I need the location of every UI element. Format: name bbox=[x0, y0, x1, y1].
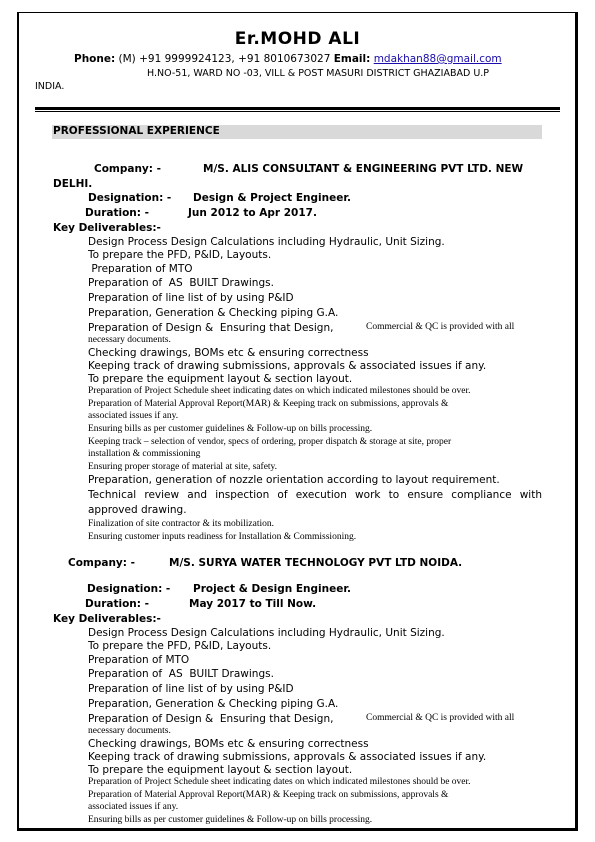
list-item: Checking drawings, BOMs etc & ensuring correctness bbox=[88, 347, 369, 359]
header-divider-thin bbox=[35, 111, 560, 112]
list-item: Preparation of line list of by using P&ID bbox=[88, 683, 294, 695]
page-border-right bbox=[575, 12, 578, 830]
list-item: installation & commissioning bbox=[88, 449, 201, 459]
job1-designation-label: Designation: - bbox=[88, 192, 172, 204]
candidate-name: Er.MOHD ALI bbox=[234, 29, 361, 49]
page-border-bottom bbox=[17, 828, 578, 831]
list-item: Preparation of AS BUILT Drawings. bbox=[88, 277, 274, 289]
list-item: Preparation of MTO bbox=[88, 654, 190, 666]
list-item: To prepare the equipment layout & section layout. bbox=[88, 373, 353, 385]
list-item: To prepare the PFD, P&ID, Layouts. bbox=[88, 640, 272, 652]
list-item: Preparation of Design & Ensuring that Design, bbox=[88, 322, 334, 334]
job1-duration-label: Duration: - bbox=[85, 207, 149, 219]
list-item: necessary documents. bbox=[88, 335, 171, 345]
list-item: Finalization of site contractor & its mobilization. bbox=[88, 519, 275, 529]
list-item: Preparation of MTO bbox=[88, 263, 193, 275]
list-item: Technical review and inspection of execution work to ensure compliance with approved drawing. bbox=[88, 489, 542, 516]
job2-designation-value: Project & Design Engineer. bbox=[193, 583, 352, 595]
address-line-1: H.NO-51, WARD NO -03, VILL & POST MASURI DISTRICT GHAZIABAD U.P bbox=[147, 68, 490, 79]
header-divider bbox=[35, 107, 560, 110]
job1-company-name: M/S. ALIS CONSULTANT & ENGINEERING PVT LTD. NEW bbox=[203, 163, 524, 175]
list-item: Ensuring customer inputs readiness for Installation & Commissioning. bbox=[88, 532, 357, 542]
email-link[interactable]: mdakhan88@gmail.com bbox=[373, 53, 502, 65]
job2-deliverables-label: Key Deliverables:- bbox=[53, 613, 161, 625]
list-item: Keeping track – selection of vendor, specs of ordering, proper dispatch & storage at site, proper bbox=[88, 437, 452, 447]
list-item: Commercial & QC is provided with all bbox=[366, 713, 515, 723]
list-item: Design Process Design Calculations including Hydraulic, Unit Sizing. bbox=[88, 627, 445, 639]
list-item: Preparation, Generation & Checking piping G.A. bbox=[88, 307, 339, 319]
list-item: associated issues if any. bbox=[88, 802, 179, 812]
list-item: Commercial & QC is provided with all bbox=[366, 322, 515, 332]
job2-company-name: M/S. SURYA WATER TECHNOLOGY PVT LTD NOIDA. bbox=[169, 557, 463, 569]
job1-designation-value: Design & Project Engineer. bbox=[193, 192, 352, 204]
job2-designation-label: Designation: - bbox=[87, 583, 171, 595]
list-item: Preparation of Design & Ensuring that Design, bbox=[88, 713, 334, 725]
address-line-2: INDIA. bbox=[35, 81, 65, 92]
phone-value: (M) +91 9999924123, +91 8010673027 bbox=[115, 53, 334, 65]
list-item: Keeping track of drawing submissions, approvals & associated issues if any. bbox=[88, 751, 487, 763]
job1-company-name-cont: DELHI. bbox=[53, 178, 93, 190]
list-item: Preparation, Generation & Checking piping G.A. bbox=[88, 698, 339, 710]
list-item: necessary documents. bbox=[88, 726, 171, 736]
list-item: Ensuring bills as per customer guidelines & Follow-up on bills processing. bbox=[88, 815, 373, 825]
job1-deliverables-label: Key Deliverables:- bbox=[53, 222, 161, 234]
list-item: Ensuring proper storage of material at site, safety. bbox=[88, 462, 278, 472]
job2-duration-value: May 2017 to Till Now. bbox=[189, 598, 317, 610]
list-item: Checking drawings, BOMs etc & ensuring correctness bbox=[88, 738, 369, 750]
list-item: Preparation of Material Approval Report(MAR) & Keeping track on submissions, approvals & bbox=[88, 790, 449, 800]
phone-label: Phone: bbox=[74, 53, 116, 65]
list-item: Preparation, generation of nozzle orientation according to layout requirement. bbox=[88, 474, 500, 486]
list-item: Design Process Design Calculations including Hydraulic, Unit Sizing. bbox=[88, 236, 445, 248]
contact-line bbox=[74, 53, 502, 65]
list-item: Ensuring bills as per customer guidelines & Follow-up on bills processing. bbox=[88, 424, 373, 434]
page-border-left bbox=[17, 12, 19, 830]
email-label: Email: bbox=[333, 53, 371, 65]
list-item: Preparation of Project Schedule sheet indicating dates on which indicated milestones should be over. bbox=[88, 777, 471, 787]
list-item: Preparation of line list of by using P&ID bbox=[88, 292, 294, 304]
list-item: associated issues if any. bbox=[88, 411, 179, 421]
list-item: Preparation of AS BUILT Drawings. bbox=[88, 668, 274, 680]
list-item: Preparation of Project Schedule sheet indicating dates on which indicated milestones should be over. bbox=[88, 386, 471, 396]
job2-duration-label: Duration: - bbox=[85, 598, 149, 610]
job1-duration-value: Jun 2012 to Apr 2017. bbox=[188, 207, 317, 219]
list-item: Keeping track of drawing submissions, approvals & associated issues if any. bbox=[88, 360, 487, 372]
list-item: Preparation of Material Approval Report(MAR) & Keeping track on submissions, approvals & bbox=[88, 399, 449, 409]
section-title: PROFESSIONAL EXPERIENCE bbox=[53, 125, 220, 137]
list-item: To prepare the equipment layout & section layout. bbox=[88, 764, 353, 776]
job1-company-label: Company: - bbox=[94, 163, 161, 175]
job2-company-label: Company: - bbox=[68, 557, 135, 569]
list-item: To prepare the PFD, P&ID, Layouts. bbox=[88, 249, 272, 261]
